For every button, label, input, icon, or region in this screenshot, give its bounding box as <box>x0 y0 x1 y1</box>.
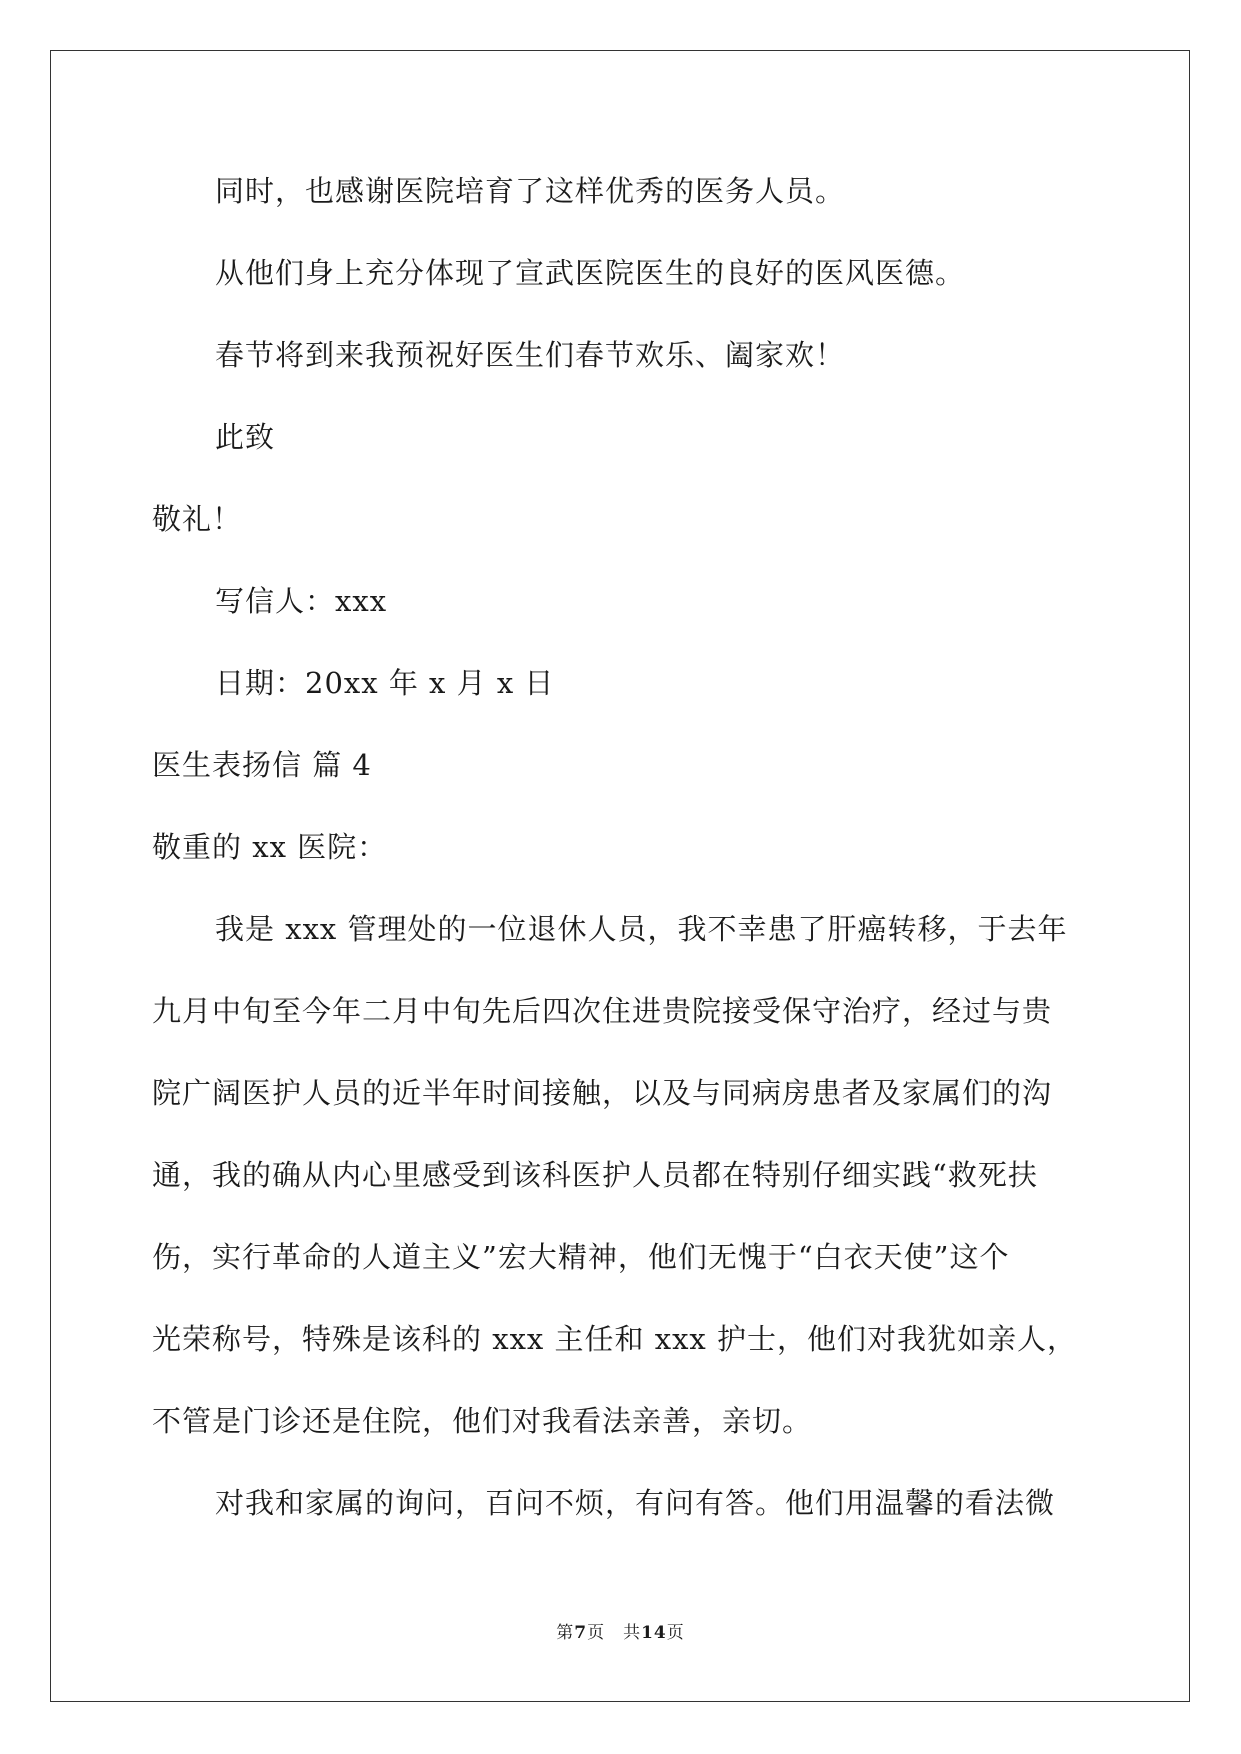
paragraph-line: 院广阔医护人员的近半年时间接触，以及与同病房患者及家属们的沟 <box>152 1076 1053 1110</box>
page-footer <box>0 1623 1241 1643</box>
paragraph-line: 春节将到来我预祝好医生们春节欢乐、阖家欢！ <box>215 338 846 372</box>
paragraph-line: 我是 xxx 管理处的一位退休人员，我不幸患了肝癌转移，于去年 <box>215 912 1068 946</box>
paragraph-line: 从他们身上充分体现了宣武医院医生的良好的医风医德。 <box>215 256 966 290</box>
footer-mid: 页 共 <box>587 1623 642 1643</box>
section-title: 医生表扬信 篇 4 <box>152 748 372 782</box>
closing-salutation: 此致 <box>215 420 276 454</box>
paragraph-line: 同时，也感谢医院培育了这样优秀的医务人员。 <box>215 174 846 208</box>
paragraph-line: 伤，实行革命的人道主义”宏大精神，他们无愧于“白衣天使”这个 <box>152 1240 1010 1274</box>
paragraph-line: 通，我的确从内心里感受到该科医护人员都在特别仔细实践“救死扶 <box>152 1158 1038 1192</box>
page-border <box>50 50 1190 1702</box>
letter-greeting: 敬重的 xx 医院： <box>152 830 388 864</box>
signature-writer: 写信人：xxx <box>215 584 388 618</box>
footer-prefix: 第 <box>556 1623 575 1643</box>
paragraph-line: 对我和家属的询问，百问不烦，有问有答。他们用温馨的看法微 <box>215 1486 1056 1520</box>
signature-date: 日期：20xx 年 x 月 x 日 <box>215 666 555 700</box>
footer-suffix: 页 <box>666 1623 685 1643</box>
closing-respect: 敬礼！ <box>152 502 243 536</box>
paragraph-line: 光荣称号，特殊是该科的 xxx 主任和 xxx 护士，他们对我犹如亲人， <box>152 1322 1078 1356</box>
total-page-number: 14 <box>641 1623 667 1643</box>
paragraph-line: 九月中旬至今年二月中旬先后四次住进贵院接受保守治疗，经过与贵 <box>152 994 1053 1028</box>
paragraph-line: 不管是门诊还是住院，他们对我看法亲善，亲切。 <box>152 1404 813 1438</box>
current-page-number: 7 <box>574 1623 588 1643</box>
